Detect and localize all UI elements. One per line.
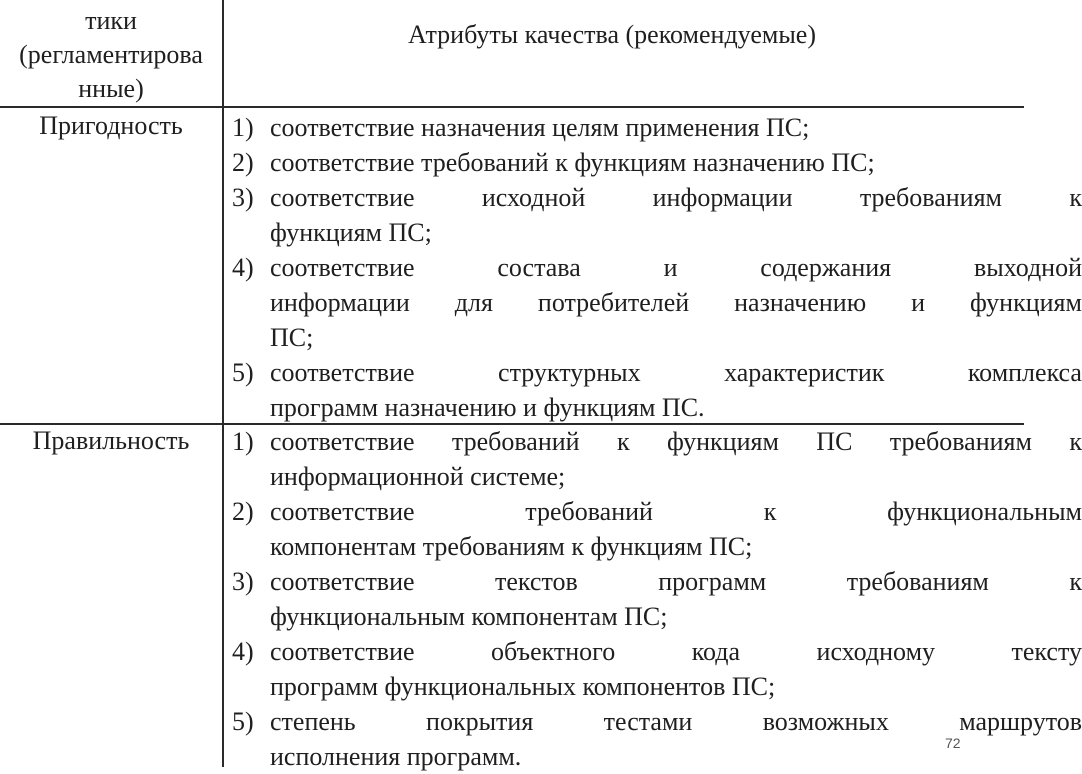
attribute-list-suitability <box>232 110 1082 425</box>
word: структурных <box>498 358 641 387</box>
item-number: 2) <box>232 148 254 177</box>
word: и <box>663 253 678 282</box>
word: программ <box>658 567 767 596</box>
word: назначению <box>734 288 867 317</box>
list-item <box>232 145 1082 180</box>
header-left-line: (регламентирова <box>19 40 203 69</box>
item-number: 1) <box>232 113 254 142</box>
item-number: 1) <box>232 427 254 456</box>
word: покрытия <box>426 707 534 736</box>
attribute-list-correctness <box>232 424 1082 774</box>
item-text-line: соответствие требований к функциям назначению ПС; <box>270 148 875 177</box>
word: потребителей <box>537 288 690 317</box>
word: к <box>763 497 777 526</box>
word: к <box>616 427 630 456</box>
item-text-line <box>270 704 1082 739</box>
word: соответствие <box>270 183 415 212</box>
item-number: 4) <box>232 637 254 666</box>
item-text-line <box>270 285 1082 320</box>
list-item <box>232 110 1082 145</box>
column-divider <box>222 0 224 767</box>
item-text-line: соответствие назначения целям применения ПС; <box>270 113 810 142</box>
word: состава <box>497 253 581 282</box>
item-number: 5) <box>232 707 254 736</box>
item-text-line: программ назначению и функциям ПС. <box>270 393 705 422</box>
list-item <box>232 355 1082 425</box>
row-name-correctness: Правильность <box>32 426 190 455</box>
list-item <box>232 494 1082 564</box>
item-text-line: функциональным компонентам ПС; <box>270 602 668 631</box>
item-number: 5) <box>232 358 254 387</box>
list-item <box>232 180 1082 250</box>
word: и <box>911 288 926 317</box>
item-number: 3) <box>232 567 254 596</box>
word: тексту <box>1011 637 1082 666</box>
word: информации <box>270 288 410 317</box>
item-text-line: информационной системе; <box>270 462 566 491</box>
word: соответствие <box>270 427 415 456</box>
word: требованиям <box>889 427 1032 456</box>
word: требованиям <box>846 567 989 596</box>
word: к <box>1069 427 1082 456</box>
word: тестами <box>603 707 693 736</box>
list-item <box>232 250 1082 355</box>
item-text-line <box>270 564 1082 599</box>
item-text-line <box>270 634 1082 669</box>
word: возможных <box>762 707 889 736</box>
item-text-line: ПС; <box>270 323 314 352</box>
word: ПС <box>816 427 853 456</box>
item-text-line <box>270 250 1082 285</box>
word: функциональным <box>887 497 1082 526</box>
word: объектного <box>491 637 616 666</box>
list-item <box>232 564 1082 634</box>
word: соответствие <box>270 358 415 387</box>
page-number: 72 <box>945 735 961 751</box>
word: требований <box>525 497 653 526</box>
header-left-line: тики <box>85 6 137 35</box>
word: исходной <box>481 183 586 212</box>
item-number: 3) <box>232 183 254 212</box>
list-item <box>232 424 1082 494</box>
item-text-line: функциям ПС; <box>270 218 432 247</box>
item-number: 4) <box>232 253 254 282</box>
item-text-line <box>270 494 1082 529</box>
word: соответствие <box>270 637 415 666</box>
header-row-divider <box>0 106 1024 108</box>
word: функциям <box>969 288 1082 317</box>
list-item <box>232 634 1082 704</box>
item-text-line: исполнения программ. <box>270 742 522 771</box>
word: функциям <box>666 427 779 456</box>
header-left-line: нные) <box>78 74 144 103</box>
word: к <box>1069 567 1082 596</box>
word: соответствие <box>270 497 415 526</box>
word: выходной <box>973 253 1082 282</box>
word: соответствие <box>270 253 415 282</box>
word: к <box>1069 183 1082 212</box>
header-characteristics <box>0 4 222 106</box>
header-attributes-label: Атрибуты качества (рекомендуемые) <box>408 20 816 49</box>
word: степень <box>270 707 356 736</box>
row-name-suitability: Пригодность <box>39 111 183 140</box>
item-number: 2) <box>232 497 254 526</box>
word: информации <box>652 183 793 212</box>
word: требований <box>451 427 580 456</box>
word: исходному <box>816 637 936 666</box>
word: текстов <box>495 567 578 596</box>
word: маршрутов <box>959 707 1082 736</box>
word: требованиям <box>859 183 1002 212</box>
word: кода <box>691 637 741 666</box>
item-text-line <box>270 355 1082 390</box>
word: комплекса <box>967 358 1082 387</box>
word: для <box>454 288 493 317</box>
item-text-line <box>270 424 1082 459</box>
item-text-line: компонентам требованиям к функциям ПС; <box>270 532 753 561</box>
word: соответствие <box>270 567 415 596</box>
item-text-line: программ функциональных компонентов ПС; <box>270 672 776 701</box>
word: содержания <box>760 253 892 282</box>
word: характеристик <box>724 358 885 387</box>
header-attributes <box>224 18 1024 52</box>
item-text-line <box>270 180 1082 215</box>
